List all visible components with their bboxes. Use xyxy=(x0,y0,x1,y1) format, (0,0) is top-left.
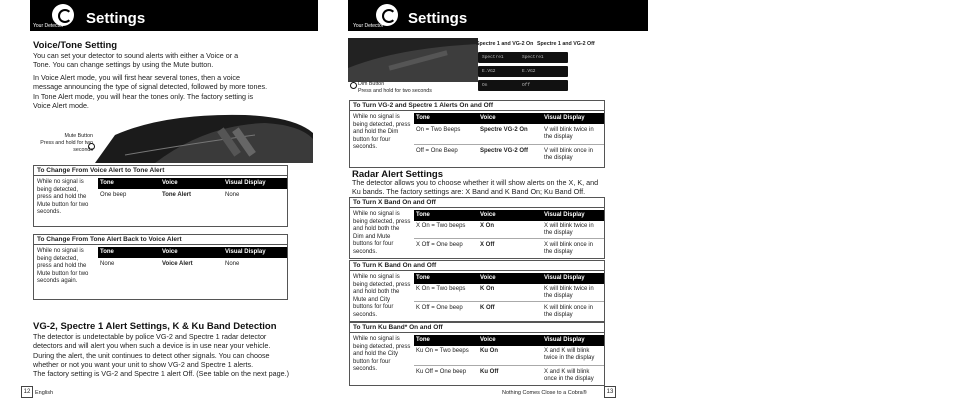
vg2-factory-setting: The factory setting is VG-2 and Spectre 1 alert Off. (See table on the next page.) xyxy=(33,369,289,378)
vg2-spectre-table xyxy=(349,100,605,168)
voice-cell: K Off xyxy=(480,305,495,311)
table-instructions: While no signal is being detected, press and hold the City button for four seconds. xyxy=(353,336,411,373)
mute-button-pointer-icon xyxy=(88,143,95,150)
table-instructions: While no signal is being detected, press and hold the Mute button for two seconds again. xyxy=(37,248,89,285)
tone-cell: On = Two Beeps xyxy=(416,127,461,133)
voice-tone-description: In Voice Alert mode, you will first hear several tones, then a voice message announcing the type of signal detected, followed by more tones. In Tone Alert mode, you will hear the tones only. The factory setting is Voice Alert mode. xyxy=(33,73,268,110)
table-header xyxy=(98,178,287,189)
page-title: Settings xyxy=(408,10,468,27)
tone-cell: Off = One Beep xyxy=(416,148,458,154)
voice-cell: X On xyxy=(480,223,495,229)
left-header-bar xyxy=(30,0,318,31)
page-number: 12 xyxy=(21,386,33,398)
lcd-off-1: Spectre1 xyxy=(518,52,568,63)
row-divider xyxy=(414,144,604,145)
col-voice: Voice xyxy=(480,115,496,121)
k-band-table xyxy=(349,260,605,322)
col-visual-display: Visual Display xyxy=(225,249,266,255)
col-visual-display: Visual Display xyxy=(544,275,585,281)
voice-cell: Spectre VG-2 Off xyxy=(480,148,529,154)
table-caption: To Turn K Band On and Off xyxy=(350,261,604,271)
display-cell: None xyxy=(225,261,240,267)
table-instructions: While no signal is being detected, press and hold both the Dim and Mute buttons for four seconds. xyxy=(353,211,411,255)
voice-cell: K On xyxy=(480,286,495,292)
tone-cell: Ku Off = One beep xyxy=(416,369,467,375)
voice-cell: Tone Alert xyxy=(162,192,192,198)
right-header-bar xyxy=(348,0,648,31)
col-tone: Tone xyxy=(100,180,114,186)
col-voice: Voice xyxy=(162,180,178,186)
col-tone: Tone xyxy=(100,249,114,255)
right-page xyxy=(340,0,620,420)
lcd-off-2: E.VG2 xyxy=(518,66,568,77)
table-header xyxy=(414,335,604,346)
header-subtitle: Your Detector xyxy=(33,23,64,29)
table-instructions: While no signal is being detected, press and hold the Mute button for two seconds. xyxy=(37,179,89,216)
left-page xyxy=(0,0,318,420)
tone-to-voice-table xyxy=(33,234,288,300)
tone-cell: K On = Two beeps xyxy=(416,286,466,292)
col-tone: Tone xyxy=(416,337,430,343)
tone-cell: X Off = One beep xyxy=(416,242,463,248)
tone-cell: K Off = One beep xyxy=(416,305,463,311)
col-tone: Tone xyxy=(416,115,430,121)
table-caption: To Change From Voice Alert to Tone Alert xyxy=(34,166,287,176)
table-header xyxy=(414,273,604,284)
page-title: Settings xyxy=(86,10,146,27)
header-subtitle: Your Detector xyxy=(353,23,384,29)
table-caption: To Change From Tone Alert Back to Voice Alert xyxy=(34,235,287,245)
tone-cell: Ku On = Two beeps xyxy=(416,348,469,354)
display-cell: X will blink once in the display xyxy=(544,242,594,256)
vg2-description: The detector is undetectable by police VG-2 and Spectre 1 radar detector detectors and will alert you when such a device is in use near your vehicle. During the alert, the unit continues to detect other signals. You can choose whether or not you want your unit to show VG-2 and Spectre 1 alerts. xyxy=(33,332,271,369)
display-cell: X will blink twice in the display xyxy=(544,223,594,237)
vg2-heading: VG-2, Spectre 1 Alert Settings, K & Ku Band Detection xyxy=(33,321,277,332)
row-divider xyxy=(414,238,604,239)
table-header xyxy=(414,113,604,124)
display-cell: K will blink twice in the display xyxy=(544,286,594,300)
dim-button-label: Dim Button Press and hold for two seconds xyxy=(358,81,432,94)
page-number: 13 xyxy=(604,386,616,398)
page-footer: English xyxy=(35,390,54,396)
voice-cell: Voice Alert xyxy=(162,261,193,267)
detector-photo xyxy=(95,113,313,163)
col-voice: Voice xyxy=(480,212,496,218)
page-footer: Nothing Comes Close to a Cobra® xyxy=(502,390,587,396)
mute-button-label: Mute Button Press and hold for two seconds xyxy=(40,133,93,153)
col-tone: Tone xyxy=(416,212,430,218)
voice-cell: X Off xyxy=(480,242,495,248)
lcd-on-3: On xyxy=(478,80,528,91)
table-header xyxy=(98,247,287,258)
col-tone: Tone xyxy=(416,275,430,281)
table-caption: To Turn X Band On and Off xyxy=(350,198,604,208)
dim-button-pointer-icon xyxy=(350,82,357,89)
label-vg2-on: Spectre 1 and VG-2 On xyxy=(476,41,534,47)
voice-to-tone-table xyxy=(33,165,288,227)
col-visual-display: Visual Display xyxy=(544,337,585,343)
row-divider xyxy=(414,301,604,302)
row-divider xyxy=(414,365,604,366)
radar-description: The detector allows you to choose whether it will show alerts on the X, K, and Ku bands. The factory settings are: X Band and K Band On; Ku Band Off. xyxy=(352,178,599,197)
x-band-table xyxy=(349,197,605,259)
lcd-off-3: Off xyxy=(518,80,568,91)
display-cell: X and K will blink twice in the display xyxy=(544,348,595,362)
display-cell: K will blink once in the display xyxy=(544,305,594,319)
lcd-on-2: E.VG2 xyxy=(478,66,528,77)
table-caption: To Turn Ku Band* On and Off xyxy=(350,323,604,333)
detector-photo xyxy=(348,38,478,82)
col-visual-display: Visual Display xyxy=(225,180,266,186)
voice-cell: Spectre VG-2 On xyxy=(480,127,528,133)
col-visual-display: Visual Display xyxy=(544,212,585,218)
voice-tone-heading: Voice/Tone Setting xyxy=(33,40,118,51)
voice-cell: Ku Off xyxy=(480,369,499,375)
table-caption: To Turn VG-2 and Spectre 1 Alerts On and Off xyxy=(350,101,604,111)
tone-cell: X On = Two beeps xyxy=(416,223,466,229)
col-voice: Voice xyxy=(480,275,496,281)
col-voice: Voice xyxy=(162,249,178,255)
tone-cell: One beep xyxy=(100,192,127,198)
col-voice: Voice xyxy=(480,337,496,343)
ku-band-table xyxy=(349,322,605,386)
tone-cell: None xyxy=(100,261,115,267)
radar-heading: Radar Alert Settings xyxy=(352,169,443,180)
display-cell: None xyxy=(225,192,240,198)
display-cell: X and K will blink once in the display xyxy=(544,369,594,383)
col-visual-display: Visual Display xyxy=(544,115,585,121)
table-instructions: While no signal is being detected, press and hold the Dim button for four seconds. xyxy=(353,114,411,151)
display-cell: V will blink twice in the display xyxy=(544,127,594,141)
voice-cell: Ku On xyxy=(480,348,498,354)
display-cell: V will blink once in the display xyxy=(544,148,594,162)
table-instructions: While no signal is being detected, press and hold both the Mute and City buttons for four seconds. xyxy=(353,274,411,318)
label-vg2-off: Spectre 1 and VG-2 Off xyxy=(537,41,595,47)
table-header xyxy=(414,210,604,221)
voice-tone-intro: You can set your detector to sound alerts with either a Voice or a Tone. You can change settings by using the Mute button. xyxy=(33,51,239,70)
lcd-on-1: Spectre1 xyxy=(478,52,528,63)
